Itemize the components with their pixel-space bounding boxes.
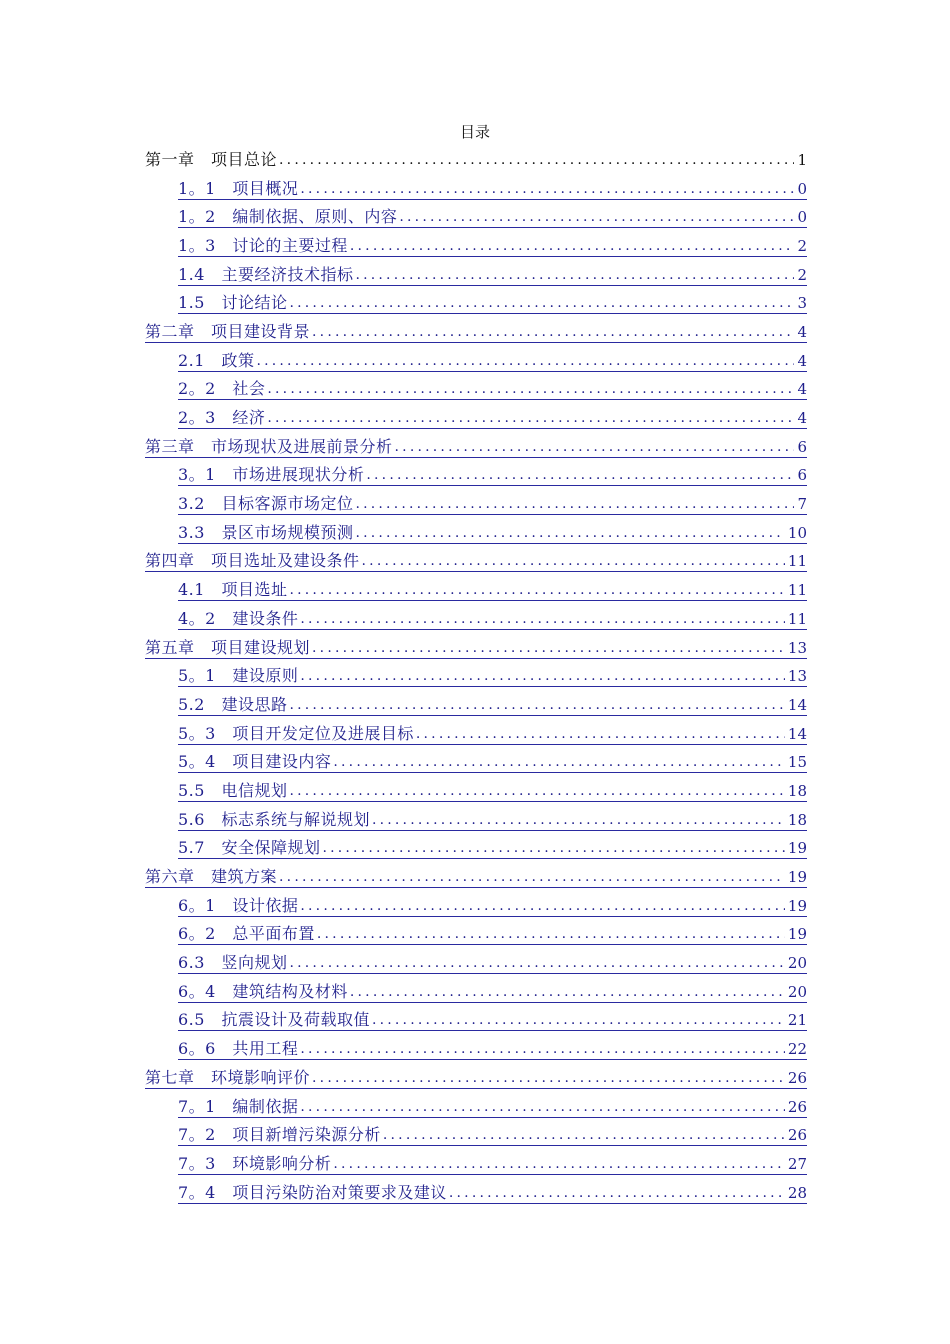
toc-section-entry[interactable] bbox=[145, 175, 807, 204]
toc-entry-label: 5.2 建设思路 bbox=[178, 694, 288, 714]
toc-entry-label: 第四章 项目选址及建设条件 bbox=[145, 551, 360, 571]
toc-dot-leader bbox=[277, 867, 785, 888]
toc-page-number: 4 bbox=[794, 322, 807, 343]
toc-page-number: 0 bbox=[794, 179, 807, 200]
toc-dot-leader bbox=[353, 265, 794, 286]
toc-dot-leader bbox=[414, 724, 785, 745]
toc-title: 目录 bbox=[459, 123, 490, 141]
toc-page-number: 6 bbox=[794, 437, 807, 458]
toc-dot-leader bbox=[287, 293, 794, 314]
toc-chapter-entry[interactable] bbox=[145, 634, 807, 663]
toc-entry-label: 2。3 经济 bbox=[178, 408, 266, 428]
toc-section-entry[interactable] bbox=[145, 1007, 807, 1036]
toc-section-entry[interactable] bbox=[145, 1093, 807, 1122]
toc-entry-label: 1.5 讨论结论 bbox=[178, 293, 288, 313]
toc-section-entry[interactable] bbox=[145, 261, 807, 290]
toc-entry-label: 1。3 讨论的主要过程 bbox=[178, 235, 348, 255]
toc-dot-leader bbox=[331, 1154, 785, 1175]
toc-section-entry[interactable] bbox=[145, 806, 807, 835]
toc-page-number: 13 bbox=[785, 638, 807, 659]
toc-dot-leader bbox=[298, 609, 785, 630]
toc-section-entry[interactable] bbox=[145, 519, 807, 548]
toc-dot-leader bbox=[298, 1039, 785, 1060]
toc-dot-leader bbox=[353, 494, 794, 515]
toc-entry-label: 第二章 项目建设背景 bbox=[145, 321, 311, 341]
toc-entry-label: 4.1 项目选址 bbox=[178, 580, 288, 600]
toc-entry-label: 7。4 项目污染防治对策要求及建议 bbox=[178, 1182, 447, 1202]
toc-entry-label: 6.5 抗震设计及荷载取值 bbox=[178, 1010, 370, 1030]
toc-entry-label: 第六章 建筑方案 bbox=[145, 867, 278, 887]
toc-page-number: 19 bbox=[785, 838, 807, 859]
toc-section-entry[interactable] bbox=[145, 1121, 807, 1150]
toc-page-number: 7 bbox=[794, 494, 807, 515]
toc-dot-leader bbox=[397, 207, 794, 228]
toc-entry-label: 5.7 安全保障规划 bbox=[178, 838, 321, 858]
toc-page-number: 14 bbox=[785, 695, 807, 716]
toc-dot-leader bbox=[298, 1097, 785, 1118]
toc-list bbox=[145, 146, 807, 1207]
toc-section-entry[interactable] bbox=[145, 777, 807, 806]
toc-section-entry[interactable] bbox=[145, 662, 807, 691]
toc-page-number: 15 bbox=[785, 752, 807, 773]
toc-section-entry[interactable] bbox=[145, 835, 807, 864]
toc-page-number: 3 bbox=[794, 293, 807, 314]
toc-section-entry[interactable] bbox=[145, 490, 807, 519]
toc-entry-label: 2.1 政策 bbox=[178, 350, 255, 370]
toc-section-entry[interactable] bbox=[145, 1150, 807, 1179]
toc-page-number: 21 bbox=[785, 1010, 807, 1031]
toc-dot-leader bbox=[364, 465, 794, 486]
toc-entry-label: 1。1 项目概况 bbox=[178, 178, 299, 198]
toc-section-entry[interactable] bbox=[145, 576, 807, 605]
toc-page-number: 26 bbox=[785, 1125, 807, 1146]
toc-dot-leader bbox=[353, 523, 784, 544]
toc-page-number: 0 bbox=[794, 207, 807, 228]
toc-dot-leader bbox=[348, 982, 785, 1003]
toc-section-entry[interactable] bbox=[145, 1035, 807, 1064]
toc-page-number: 11 bbox=[785, 609, 807, 630]
toc-dot-leader bbox=[393, 437, 795, 458]
toc-chapter-entry[interactable] bbox=[145, 433, 807, 462]
toc-page-number: 4 bbox=[794, 379, 807, 400]
toc-page-number: 11 bbox=[785, 580, 807, 601]
toc-page-number: 18 bbox=[785, 781, 807, 802]
toc-section-entry[interactable] bbox=[145, 232, 807, 261]
toc-entry-label: 2。2 社会 bbox=[178, 379, 266, 399]
toc-dot-leader bbox=[310, 638, 785, 659]
toc-page-number: 1 bbox=[797, 151, 807, 170]
toc-entry-label: 7。1 编制依据 bbox=[178, 1096, 299, 1116]
toc-entry-label: 第七章 环境影响评价 bbox=[145, 1067, 311, 1087]
toc-dot-leader bbox=[348, 236, 795, 257]
toc-entry-label: 3.2 目标客源市场定位 bbox=[178, 494, 354, 514]
toc-section-entry[interactable] bbox=[145, 1179, 807, 1208]
toc-section-entry[interactable] bbox=[145, 921, 807, 950]
toc-dot-leader bbox=[265, 379, 794, 400]
toc-dot-leader bbox=[298, 896, 785, 917]
toc-page-number: 20 bbox=[785, 953, 807, 974]
toc-dot-leader bbox=[265, 408, 794, 429]
toc-dot-leader bbox=[381, 1125, 785, 1146]
toc-dot-leader bbox=[254, 351, 794, 372]
toc-entry-label: 6。6 共用工程 bbox=[178, 1039, 299, 1059]
toc-chapter-entry[interactable] bbox=[145, 548, 807, 577]
toc-dot-leader bbox=[287, 580, 784, 601]
toc-entry-label: 5。3 项目开发定位及进展目标 bbox=[178, 723, 414, 743]
toc-page-number: 22 bbox=[785, 1039, 807, 1060]
toc-entry-label: 5.5 电信规划 bbox=[178, 780, 288, 800]
toc-entry-label: 6。4 建筑结构及材料 bbox=[178, 981, 348, 1001]
toc-entry-label: 5。1 建设原则 bbox=[178, 666, 299, 686]
toc-entry-label: 4。2 建设条件 bbox=[178, 608, 299, 628]
toc-dot-leader bbox=[360, 551, 785, 572]
toc-dot-leader bbox=[287, 695, 784, 716]
toc-page-number: 26 bbox=[785, 1097, 807, 1118]
toc-entry-label: 3.3 景区市场规模预测 bbox=[178, 522, 354, 542]
toc-page-number: 10 bbox=[785, 523, 807, 544]
toc-entry-label: 5。4 项目建设内容 bbox=[178, 752, 332, 772]
toc-page-number: 28 bbox=[785, 1183, 807, 1204]
toc-dot-leader bbox=[298, 666, 785, 687]
toc-page-number: 4 bbox=[794, 408, 807, 429]
toc-entry-label: 第一章 项目总论 bbox=[145, 150, 278, 170]
toc-page-number: 19 bbox=[785, 867, 807, 888]
toc-page-number: 13 bbox=[785, 666, 807, 687]
toc-dot-leader bbox=[277, 150, 794, 170]
toc-entry-label: 7。3 环境影响分析 bbox=[178, 1153, 332, 1173]
toc-page-number: 19 bbox=[785, 924, 807, 945]
toc-dot-leader bbox=[370, 810, 785, 831]
toc-page-number: 26 bbox=[785, 1068, 807, 1089]
toc-entry-label: 第五章 项目建设规划 bbox=[145, 637, 311, 657]
toc-section-entry[interactable] bbox=[145, 978, 807, 1007]
toc-section-entry[interactable] bbox=[145, 892, 807, 921]
toc-dot-leader bbox=[447, 1183, 785, 1204]
toc-dot-leader bbox=[320, 838, 784, 859]
toc-dot-leader bbox=[287, 953, 784, 974]
toc-dot-leader bbox=[370, 1010, 785, 1031]
toc-section-entry[interactable] bbox=[145, 376, 807, 405]
toc-page-number: 14 bbox=[785, 724, 807, 745]
toc-entry-label: 5.6 标志系统与解说规划 bbox=[178, 809, 370, 829]
toc-section-entry[interactable] bbox=[145, 748, 807, 777]
toc-entry-label: 6。2 总平面布置 bbox=[178, 924, 315, 944]
toc-page-number: 2 bbox=[794, 265, 807, 286]
toc-page-number: 11 bbox=[785, 551, 807, 572]
toc-dot-leader bbox=[331, 752, 785, 773]
toc-dot-leader bbox=[310, 1068, 785, 1089]
toc-section-entry[interactable] bbox=[145, 462, 807, 491]
toc-entry-label: 7。2 项目新增污染源分析 bbox=[178, 1125, 381, 1145]
toc-entry-label: 3。1 市场进展现状分析 bbox=[178, 465, 365, 485]
toc-page-number: 6 bbox=[794, 465, 807, 486]
toc-page-number: 18 bbox=[785, 810, 807, 831]
toc-page-number: 2 bbox=[794, 236, 807, 257]
toc-chapter-entry[interactable] bbox=[145, 146, 807, 175]
toc-dot-leader bbox=[310, 322, 794, 343]
toc-dot-leader bbox=[315, 924, 785, 945]
toc-dot-leader bbox=[287, 781, 784, 802]
toc-chapter-entry[interactable] bbox=[145, 863, 807, 892]
toc-section-entry[interactable] bbox=[145, 203, 807, 232]
toc-page-number: 20 bbox=[785, 982, 807, 1003]
toc-section-entry[interactable] bbox=[145, 691, 807, 720]
toc-chapter-entry[interactable] bbox=[145, 318, 807, 347]
toc-dot-leader bbox=[298, 179, 794, 200]
toc-entry-label: 1。2 编制依据、原则、内容 bbox=[178, 207, 398, 227]
toc-section-entry[interactable] bbox=[145, 289, 807, 318]
toc-section-entry[interactable] bbox=[145, 404, 807, 433]
toc-page-number: 4 bbox=[794, 351, 807, 372]
toc-page-number: 19 bbox=[785, 896, 807, 917]
toc-entry-label: 1.4 主要经济技术指标 bbox=[178, 264, 354, 284]
toc-section-entry[interactable] bbox=[145, 720, 807, 749]
toc-entry-label: 6.3 竖向规划 bbox=[178, 953, 288, 973]
toc-section-entry[interactable] bbox=[145, 605, 807, 634]
toc-chapter-entry[interactable] bbox=[145, 1064, 807, 1093]
toc-page-number: 27 bbox=[785, 1154, 807, 1175]
toc-entry-label: 第三章 市场现状及进展前景分析 bbox=[145, 436, 393, 456]
toc-section-entry[interactable] bbox=[145, 347, 807, 376]
toc-section-entry[interactable] bbox=[145, 949, 807, 978]
toc-entry-label: 6。1 设计依据 bbox=[178, 895, 299, 915]
